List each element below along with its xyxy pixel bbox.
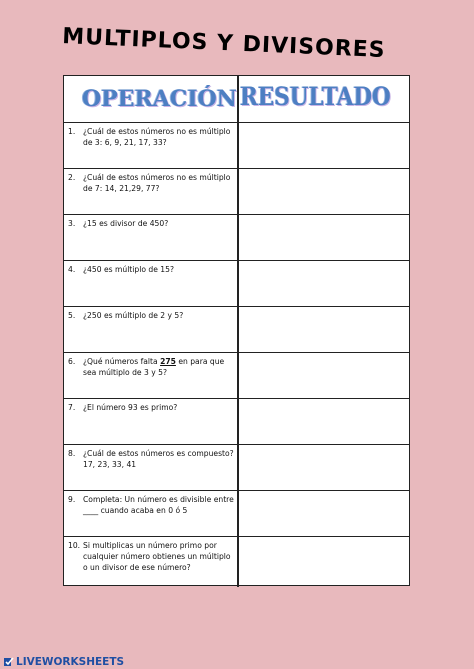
question-text-part: en para que sea múltiplo de 3 y 5? bbox=[83, 357, 225, 377]
question-text: ¿Cuál de estos números no es múltiplo de 7: 14, 21,29, 77? bbox=[83, 173, 231, 193]
worksheet-table bbox=[63, 75, 410, 586]
liveworksheets-brand: LIVEWORKSHEETS bbox=[16, 656, 125, 668]
question-text: ¿Cuál de estos números es compuesto? 17, 23, 33, 41 bbox=[83, 449, 234, 469]
liveworksheets-logo[interactable] bbox=[4, 656, 124, 668]
answer-field-7[interactable] bbox=[240, 401, 410, 443]
question-text: ¿450 es múltiplo de 15? bbox=[83, 265, 174, 274]
underlined-number: 275 bbox=[160, 357, 176, 366]
question-number: 9. bbox=[68, 495, 76, 504]
answer-field-4[interactable] bbox=[240, 263, 410, 305]
header-operacion: OPERACIÓN bbox=[82, 86, 237, 112]
question-text bbox=[83, 356, 234, 378]
question-text: Si multiplicas un número primo por cualquier número obtienes un múltiplo o un divisor de ese número? bbox=[83, 541, 231, 572]
table-row bbox=[64, 353, 409, 399]
question-text: ¿15 es divisor de 450? bbox=[83, 219, 169, 228]
answer-field-5[interactable] bbox=[240, 309, 410, 351]
table-header bbox=[64, 76, 409, 123]
table-row bbox=[64, 123, 409, 169]
answer-field-2[interactable] bbox=[240, 171, 410, 213]
table-row bbox=[64, 399, 409, 445]
question-text-part: ¿Qué números falta bbox=[83, 357, 161, 366]
answer-field-8[interactable] bbox=[240, 447, 410, 489]
answer-field-6[interactable] bbox=[240, 355, 410, 397]
table-row bbox=[64, 215, 409, 261]
question-number: 6. bbox=[68, 357, 76, 366]
question-number: 10. bbox=[68, 541, 81, 550]
question-text: Completa: Un número es divisible entre ____ cuando acaba en 0 ó 5 bbox=[83, 495, 234, 515]
question-number: 7. bbox=[68, 403, 76, 412]
answer-field-1[interactable] bbox=[240, 125, 410, 167]
page-title: MULTIPLOS Y DIVISORES bbox=[61, 24, 387, 64]
answer-field-10[interactable] bbox=[240, 539, 410, 581]
question-number: 1. bbox=[68, 127, 76, 136]
question-number: 5. bbox=[68, 311, 76, 320]
header-resultado: RESULTADO bbox=[240, 82, 391, 111]
question-number: 8. bbox=[68, 449, 76, 458]
table-row bbox=[64, 537, 409, 585]
table-row bbox=[64, 169, 409, 215]
question-number: 4. bbox=[68, 265, 76, 274]
table-row bbox=[64, 491, 409, 537]
answer-field-9[interactable] bbox=[240, 493, 410, 535]
question-text: ¿250 es múltiplo de 2 y 5? bbox=[83, 311, 184, 320]
answer-field-3[interactable] bbox=[240, 217, 410, 259]
question-number: 3. bbox=[68, 219, 76, 228]
table-row bbox=[64, 445, 409, 491]
question-number: 2. bbox=[68, 173, 76, 182]
question-text: ¿El número 93 es primo? bbox=[83, 403, 178, 412]
liveworksheets-icon bbox=[4, 657, 14, 667]
table-row bbox=[64, 307, 409, 353]
question-text: ¿Cuál de estos números no es múltiplo de 3: 6, 9, 21, 17, 33? bbox=[83, 127, 231, 147]
table-row bbox=[64, 261, 409, 307]
